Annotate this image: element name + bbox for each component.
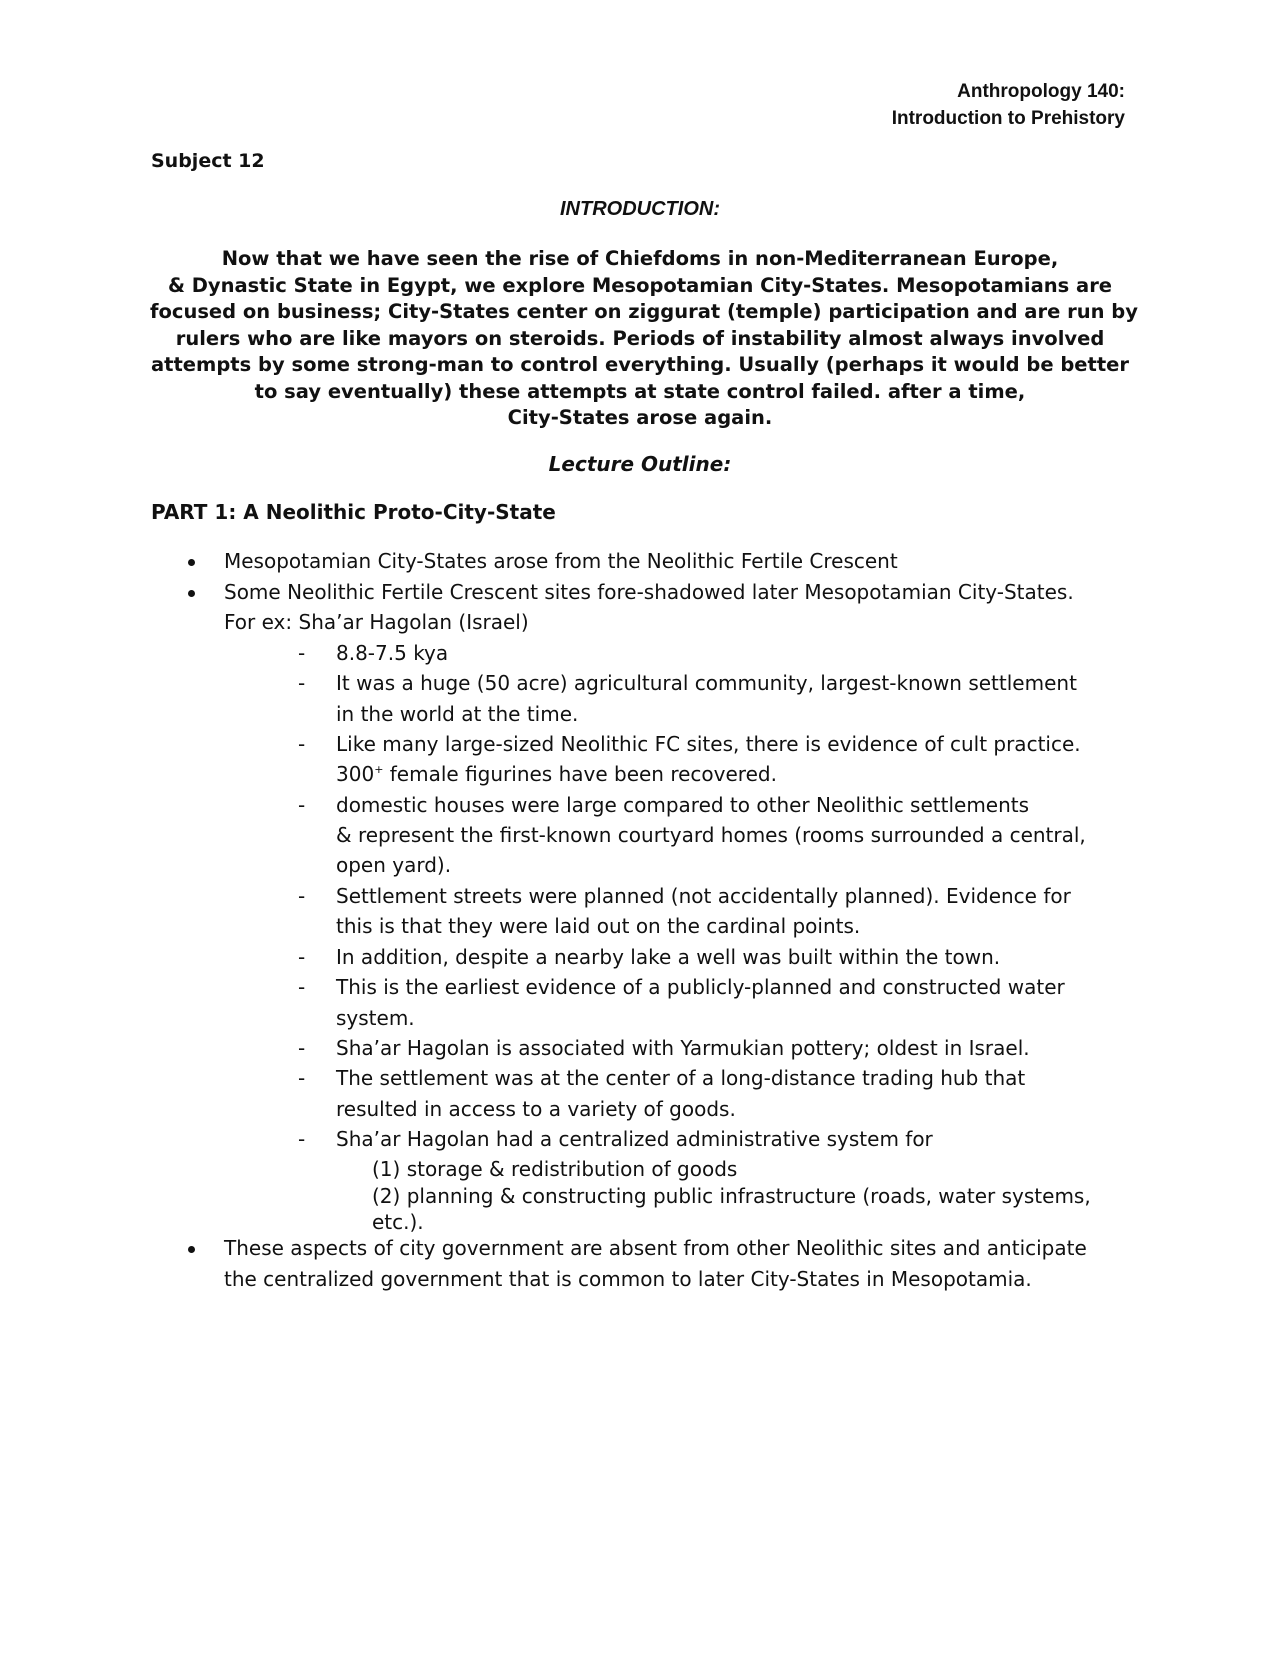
course-header xyxy=(892,78,1125,132)
figurine-text: female figurines have been recovered. xyxy=(383,762,777,786)
intro-line: attempts by some strong-man to control everything. Usually (perhaps it would be better xyxy=(150,353,1130,376)
dash-icon: - xyxy=(298,884,306,908)
introduction-paragraph xyxy=(150,246,1138,432)
intro-line: & Dynastic State in Egypt, we explore Mesopotamian City-States. Mesopotamians are xyxy=(167,273,1113,297)
dash-icon: - xyxy=(298,732,306,756)
sub-item: Like many large-sized Neolithic FC sites, there is evidence of cult practice. xyxy=(336,732,1081,756)
dash-icon: - xyxy=(298,1066,306,1090)
sub-item: Sha’ar Hagolan is associated with Yarmukian pottery; oldest in Israel. xyxy=(336,1036,1030,1060)
nested-item: (2) planning & constructing public infrastructure (roads, water systems, xyxy=(372,1184,1091,1208)
lecture-outline-heading: Lecture Outline: xyxy=(548,452,732,476)
sub-item-continuation: in the world at the time. xyxy=(336,702,579,726)
dash-icon: - xyxy=(298,793,306,817)
nested-item: (1) storage & redistribution of goods xyxy=(372,1157,738,1181)
nested-item-continuation: etc.). xyxy=(372,1210,424,1234)
bullet-icon xyxy=(188,1246,195,1253)
sub-item: 8.8-7.5 kya xyxy=(336,641,449,665)
sub-item-continuation: resulted in access to a variety of goods. xyxy=(336,1097,736,1121)
intro-line: focused on business; City-States center on ziggurat (temple) participation and are run by xyxy=(150,300,1138,323)
sub-item-continuation xyxy=(336,759,777,790)
dash-icon: - xyxy=(298,671,306,695)
intro-line: to say eventually) these attempts at state control failed. after a time, xyxy=(254,379,1026,403)
dash-icon: - xyxy=(298,641,306,665)
sub-item-continuation: & represent the first-known courtyard homes (rooms surrounded a central, xyxy=(336,823,1086,847)
dash-icon: - xyxy=(298,975,306,999)
sub-item-continuation: open yard). xyxy=(336,853,452,877)
bullet-item: These aspects of city government are absent from other Neolithic sites and anticipate xyxy=(224,1236,1087,1260)
dash-icon: - xyxy=(298,1127,306,1151)
part-1-heading: PART 1: A Neolithic Proto-City-State xyxy=(151,500,556,524)
dash-icon: - xyxy=(298,1036,306,1060)
plus-superscript: + xyxy=(374,763,384,776)
bullet-item: Mesopotamian City-States arose from the Neolithic Fertile Crescent xyxy=(224,549,898,573)
intro-line: rulers who are like mayors on steroids. Periods of instability almost always involved xyxy=(175,326,1105,350)
figurine-count: 300 xyxy=(336,762,375,786)
bullet-item-continuation: For ex: Sha’ar Hagolan (Israel) xyxy=(224,610,529,634)
sub-item-continuation: system. xyxy=(336,1006,415,1030)
subject-label: Subject 12 xyxy=(151,150,265,172)
sub-item: domestic houses were large compared to other Neolithic settlements xyxy=(336,793,1030,817)
course-title: Introduction to Prehistory xyxy=(891,108,1125,129)
sub-item: Settlement streets were planned (not accidentally planned). Evidence for xyxy=(336,884,1071,908)
sub-item: Sha’ar Hagolan had a centralized administrative system for xyxy=(336,1127,933,1151)
bullet-item: Some Neolithic Fertile Crescent sites fore-shadowed later Mesopotamian City-States. xyxy=(224,580,1074,604)
sub-item: This is the earliest evidence of a publicly-planned and constructed water xyxy=(336,975,1065,999)
bullet-icon xyxy=(188,590,195,597)
course-number: Anthropology 140: xyxy=(957,81,1125,102)
sub-item-continuation: this is that they were laid out on the cardinal points. xyxy=(336,914,861,938)
sub-item: The settlement was at the center of a long-distance trading hub that xyxy=(336,1066,1026,1090)
bullet-icon xyxy=(188,559,195,566)
introduction-heading: INTRODUCTION: xyxy=(560,198,720,220)
intro-line: City-States arose again. xyxy=(507,406,773,429)
sub-item: It was a huge (50 acre) agricultural community, largest-known settlement xyxy=(336,671,1077,695)
bullet-item-continuation: the centralized government that is common to later City-States in Mesopotamia. xyxy=(224,1267,1032,1291)
dash-icon: - xyxy=(298,945,306,969)
sub-item: In addition, despite a nearby lake a well was built within the town. xyxy=(336,945,1001,969)
intro-line: Now that we have seen the rise of Chiefdoms in non-Mediterranean Europe, xyxy=(221,247,1059,270)
